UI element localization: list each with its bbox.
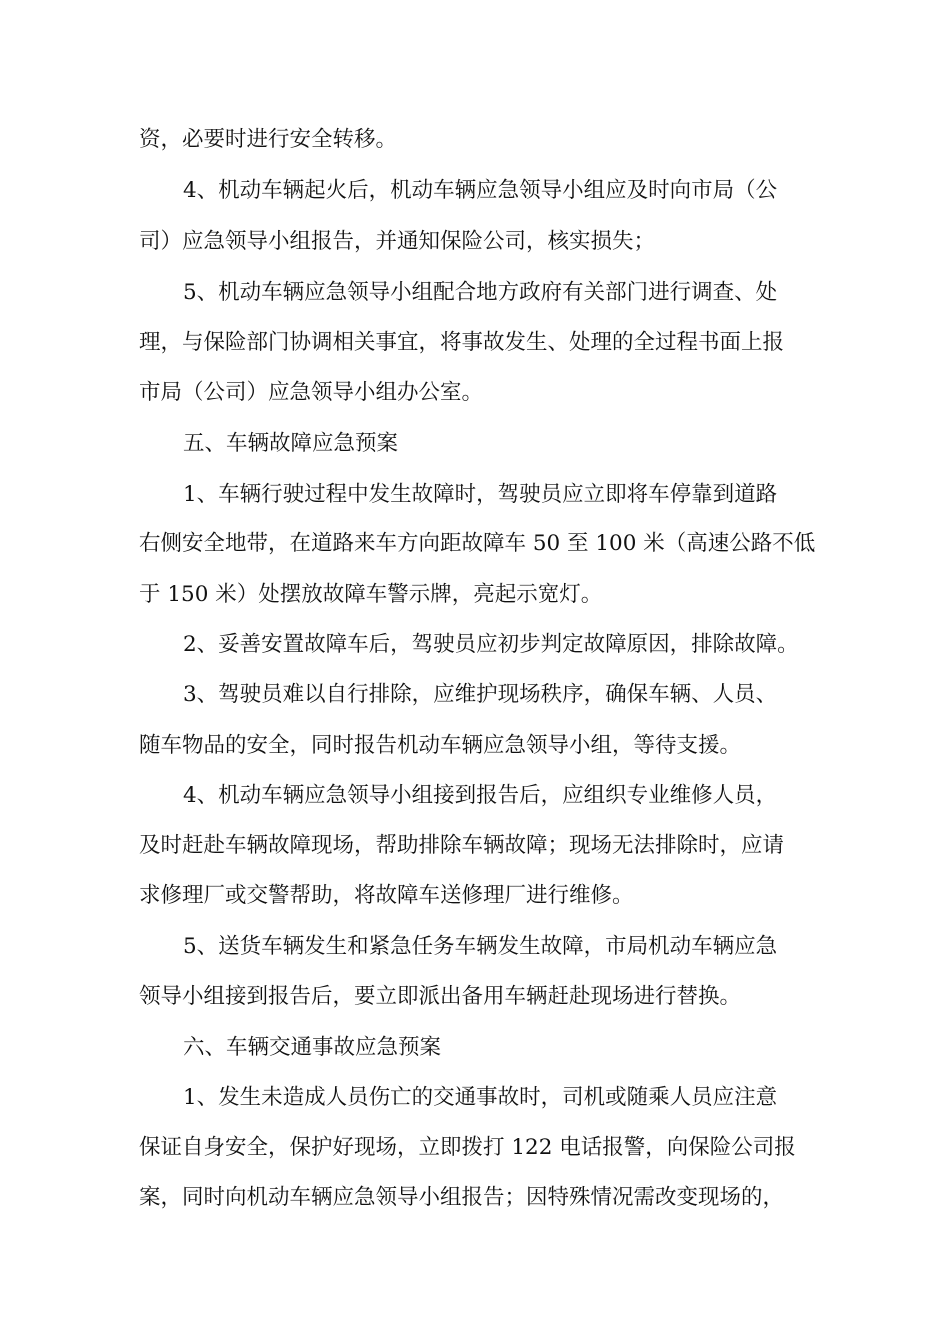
text-line: 领导小组接到报告后，要立即派出备用车辆赶赴现场进行替换。: [139, 984, 742, 1009]
text-line: 随车物品的安全，同时报告机动车辆应急领导小组，等待支援。: [139, 733, 742, 758]
text-line: 1、发生未造成人员伤亡的交通事故时，司机或随乘人员应注意: [183, 1085, 778, 1110]
text-line: 求修理厂或交警帮助，将故障车送修理厂进行维修。: [139, 883, 634, 908]
text-line: 4、机动车辆应急领导小组接到报告后，应组织专业维修人员，: [183, 783, 778, 808]
text-line: 5、送货车辆发生和紧急任务车辆发生故障，市局机动车辆应急: [183, 934, 778, 959]
text-line: 于 150 米）处摆放故障车警示牌，亮起示宽灯。: [139, 582, 603, 607]
text-line: 1、车辆行驶过程中发生故障时，驾驶员应立即将车停靠到道路: [183, 482, 778, 507]
text-line: 案，同时向机动车辆应急领导小组报告；因特殊情况需改变现场的，: [139, 1185, 785, 1210]
text-line: 司）应急领导小组报告，并通知保险公司，核实损失；: [139, 229, 656, 254]
section-heading: 六、车辆交通事故应急预案: [183, 1035, 442, 1060]
text-line: 理，与保险部门协调相关事宜，将事故发生、处理的全过程书面上报: [139, 330, 785, 355]
text-line: 右侧安全地带，在道路来车方向距故障车 50 至 100 米（高速公路不低: [139, 531, 816, 556]
section-heading: 五、车辆故障应急预案: [183, 431, 399, 456]
text-line: 及时赶赴车辆故障现场，帮助排除车辆故障；现场无法排除时，应请: [139, 833, 785, 858]
text-line: 资，必要时进行安全转移。: [139, 127, 398, 152]
text-line: 市局（公司）应急领导小组办公室。: [139, 380, 484, 405]
text-line: 4、机动车辆起火后，机动车辆应急领导小组应及时向市局（公: [183, 178, 778, 203]
text-line: 2、妥善安置故障车后，驾驶员应初步判定故障原因，排除故障。: [183, 632, 799, 657]
text-line: 3、驾驶员难以自行排除，应维护现场秩序，确保车辆、人员、: [183, 682, 778, 707]
text-line: 保证自身安全，保护好现场，立即拨打 122 电话报警，向保险公司报: [139, 1135, 796, 1160]
text-line: 5、机动车辆应急领导小组配合地方政府有关部门进行调查、处: [183, 280, 778, 305]
